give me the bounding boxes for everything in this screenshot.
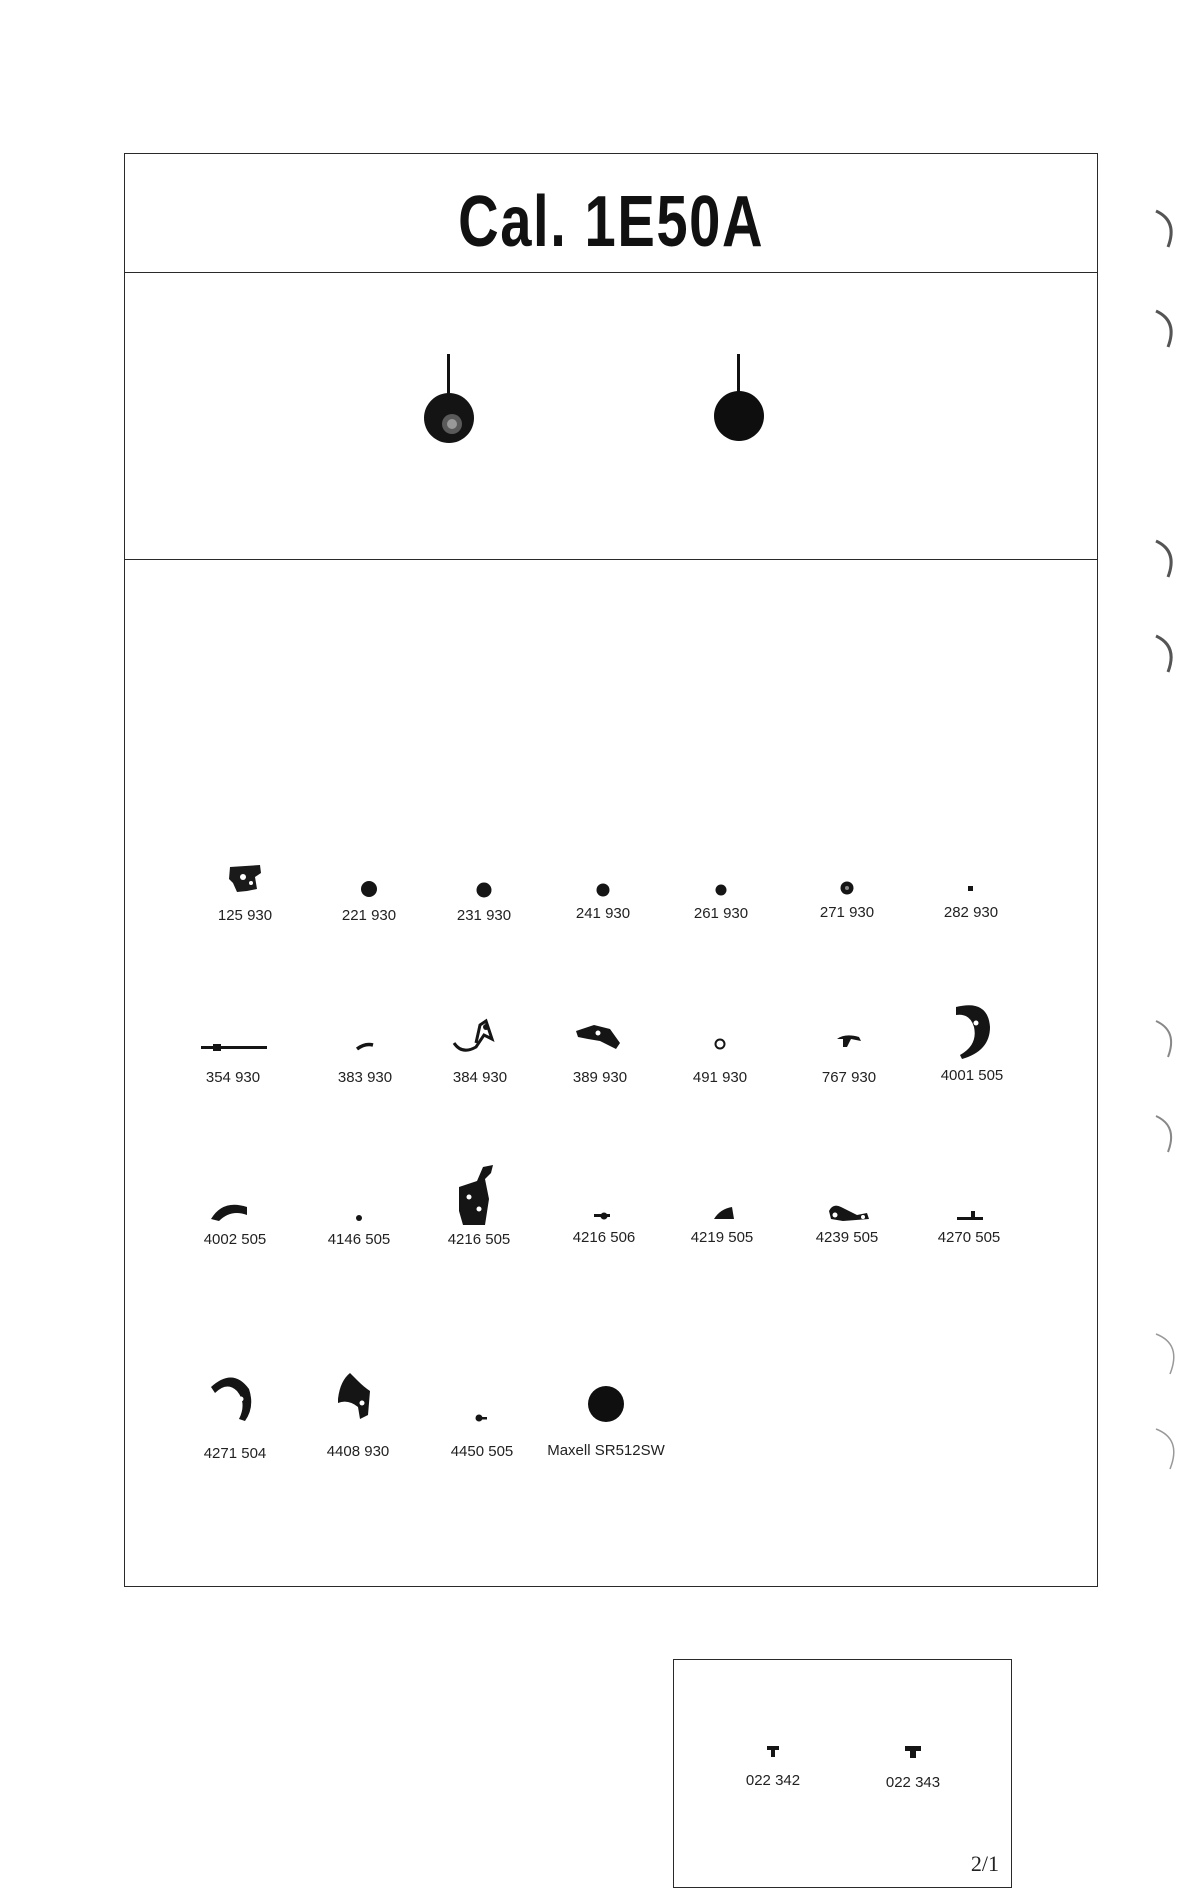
binder-hole-icon	[1148, 305, 1188, 355]
part-number: 231 930	[456, 907, 512, 924]
title-row	[125, 154, 1097, 273]
minute-hand-icon	[712, 354, 766, 454]
ring-icon	[660, 999, 780, 1069]
winding-stem-icon	[173, 999, 293, 1069]
binder-hole-icon	[1148, 1330, 1188, 1380]
part-number: 4271 504	[203, 1445, 267, 1462]
page-fraction: 2/1	[970, 1851, 999, 1876]
part-number: 022 343	[885, 1774, 941, 1791]
spring-icon	[305, 999, 425, 1069]
part-number: 354 930	[205, 1069, 261, 1086]
part-number: 282 930	[943, 904, 999, 921]
part-number: 261 930	[693, 905, 749, 922]
binder-hole-icon	[1148, 1425, 1188, 1475]
part-number: 241 930	[575, 905, 631, 922]
parts-sheet	[124, 153, 1098, 1876]
spring-icon	[909, 1159, 1029, 1229]
part-number: 125 930	[217, 907, 273, 924]
part-number: 4216 505	[447, 1231, 511, 1248]
parts-grid	[125, 559, 1097, 1876]
tube-icon	[713, 1720, 833, 1770]
part-number: 221 930	[341, 907, 397, 924]
part-number: 383 930	[337, 1069, 393, 1086]
pin-icon	[422, 1359, 542, 1439]
screw-icon	[299, 1159, 419, 1229]
binder-hole-icon	[1148, 1015, 1188, 1065]
bridge-icon	[540, 999, 660, 1069]
bridge-icon	[298, 1359, 418, 1439]
part-number: 022 342	[745, 1772, 801, 1789]
part-number: 4001 505	[940, 1067, 1004, 1084]
binder-hole-icon	[1148, 535, 1188, 585]
hour-hand-icon	[422, 354, 476, 454]
part-number: 491 930	[692, 1069, 748, 1086]
part-number: 4216 506	[572, 1229, 636, 1246]
battery-icon	[546, 1359, 666, 1439]
small-part-icon	[544, 1159, 664, 1229]
part-number: 767 930	[821, 1069, 877, 1086]
part-number: 389 930	[572, 1069, 628, 1086]
lever-icon	[420, 999, 540, 1069]
battery-label: Maxell SR512SW	[547, 1442, 665, 1459]
part-number: 4450 505	[450, 1443, 514, 1460]
tube-icon	[853, 1720, 973, 1770]
binder-hole-icon	[1148, 1110, 1188, 1160]
kit-box	[673, 1659, 1012, 1888]
crescent-plate-icon	[175, 1359, 295, 1439]
binder-hole-icon	[1148, 630, 1188, 680]
caliber-title: Cal. 1E50A	[458, 182, 764, 262]
part-number: 4270 505	[937, 1229, 1001, 1246]
part-number: 4408 930	[326, 1443, 390, 1460]
lever-icon	[662, 1159, 782, 1229]
crescent-plate-icon	[912, 999, 1032, 1069]
part-number: 4219 505	[690, 1229, 754, 1246]
lever-icon	[787, 1159, 907, 1229]
part-number: 384 930	[452, 1069, 508, 1086]
part-number: 4002 505	[203, 1231, 267, 1248]
part-number: 4239 505	[815, 1229, 879, 1246]
hands-row	[125, 272, 1097, 560]
binder-hole-icon	[1148, 205, 1188, 255]
part-number: 4146 505	[327, 1231, 391, 1248]
arc-bridge-icon	[175, 1159, 295, 1229]
part-number: 271 930	[819, 904, 875, 921]
clamp-icon	[789, 999, 909, 1069]
circuit-block-icon	[419, 1159, 539, 1229]
